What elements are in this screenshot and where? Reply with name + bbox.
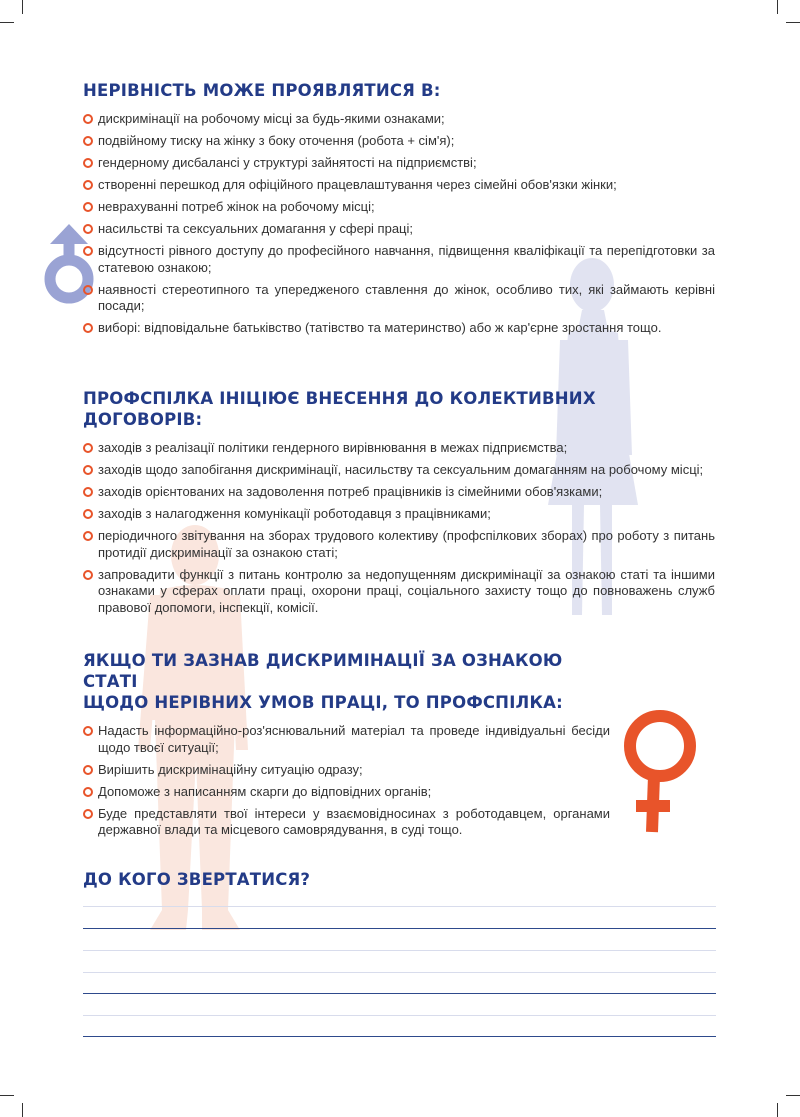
crop-mark <box>786 22 800 23</box>
section-title: ПРОФСПІЛКА ІНІЦІЮЄ ВНЕСЕННЯ ДО КОЛЕКТИВНИХ ДОГОВОРІВ: <box>83 389 596 429</box>
list-item: заходів з налагодження комунікації роботодавця з працівниками; <box>83 506 715 523</box>
female-symbol-icon <box>622 706 702 836</box>
section-title: НЕРІВНІСТЬ МОЖЕ ПРОЯВЛЯТИСЯ В: <box>83 81 441 100</box>
list-item: відсутності рівного доступу до професійного навчання, підвищення кваліфікації та перепідготовки за статевою ознакою; <box>83 243 715 276</box>
contact-section <box>83 869 715 900</box>
list-item: подвійному тиску на жінку з боку оточення (робота + сім'я); <box>83 133 715 150</box>
writing-line[interactable] <box>83 928 716 929</box>
list-item: Допоможе з написанням скарги до відповідних органів; <box>83 784 610 801</box>
list-item: Буде представляти твої інтереси у взаємовідносинах з роботодавцем, органами державної влади та місцевого самоврядування, в суді тощо. <box>83 806 610 839</box>
section-title-line: ЯКЩО ТИ ЗАЗНАВ ДИСКРИМІНАЦІЇ ЗА ОЗНАКОЮ СТАТІ <box>83 651 563 691</box>
list-item: Вирішить дискримінаційну ситуацію одразу; <box>83 762 610 779</box>
writing-line <box>83 972 716 973</box>
list-item: створенні перешкод для офіційного працевлаштування через сімейні обов'язки жінки; <box>83 177 715 194</box>
inequality-section <box>83 80 715 342</box>
writing-line <box>83 1015 716 1016</box>
union-help-section <box>83 650 610 844</box>
section-title <box>83 650 610 713</box>
writing-line[interactable] <box>83 993 716 994</box>
crop-mark <box>777 0 778 14</box>
agreements-list <box>83 440 715 616</box>
collective-agreements-section <box>83 388 715 622</box>
list-item: насильстві та сексуальних домагання у сфері праці; <box>83 221 715 238</box>
list-item: неврахуванні потреб жінок на робочому місці; <box>83 199 715 216</box>
crop-mark <box>786 1095 800 1096</box>
writing-line <box>83 950 716 951</box>
inequality-list <box>83 111 715 337</box>
list-item: наявності стереотипного та упередженого ставлення до жінок, особливо тих, які займають керівні посади; <box>83 282 715 315</box>
crop-mark <box>0 1095 14 1096</box>
crop-mark <box>22 1103 23 1117</box>
list-item: заходів щодо запобігання дискримінації, насильству та сексуальним домаганням на робочому місці; <box>83 462 715 479</box>
writing-line[interactable] <box>83 1036 716 1037</box>
list-item: дискримінації на робочому місці за будь-якими ознаками; <box>83 111 715 128</box>
list-item: періодичного звітування на зборах трудового колективу (профспілкових зборах) про роботу з питань протидії дискримінації за ознакою статі; <box>83 528 715 561</box>
writing-line <box>83 906 716 907</box>
crop-mark <box>777 1103 778 1117</box>
list-item: гендерному дисбалансі у структурі зайнятості на підприємстві; <box>83 155 715 172</box>
section-title: ДО КОГО ЗВЕРТАТИСЯ? <box>83 870 311 889</box>
crop-mark <box>0 22 14 23</box>
section-title-line: ЩОДО НЕРІВНИХ УМОВ ПРАЦІ, ТО ПРОФСПІЛКА: <box>83 693 563 712</box>
crop-mark <box>22 0 23 14</box>
list-item: Надасть інформаційно-роз'яснювальний матеріал та проведе індивідуальні бесіди щодо твоєї ситуації; <box>83 723 610 756</box>
union-help-list <box>83 723 610 839</box>
list-item: заходів орієнтованих на задоволення потреб працівників із сімейними обов'язками; <box>83 484 715 501</box>
list-item: виборі: відповідальне батьківство (татівство та материнство) або ж кар'єрне зростання тощо. <box>83 320 715 337</box>
list-item: заходів з реалізації політики гендерного вирівнювання в межах підприємства; <box>83 440 715 457</box>
list-item: запровадити функції з питань контролю за недопущенням дискримінації за ознакою статі та іншими ознаками у сферах оплати праці, охорони праці, соціального захисту тощо до повноважень служб правової допомоги, інспекції, комісії. <box>83 567 715 617</box>
